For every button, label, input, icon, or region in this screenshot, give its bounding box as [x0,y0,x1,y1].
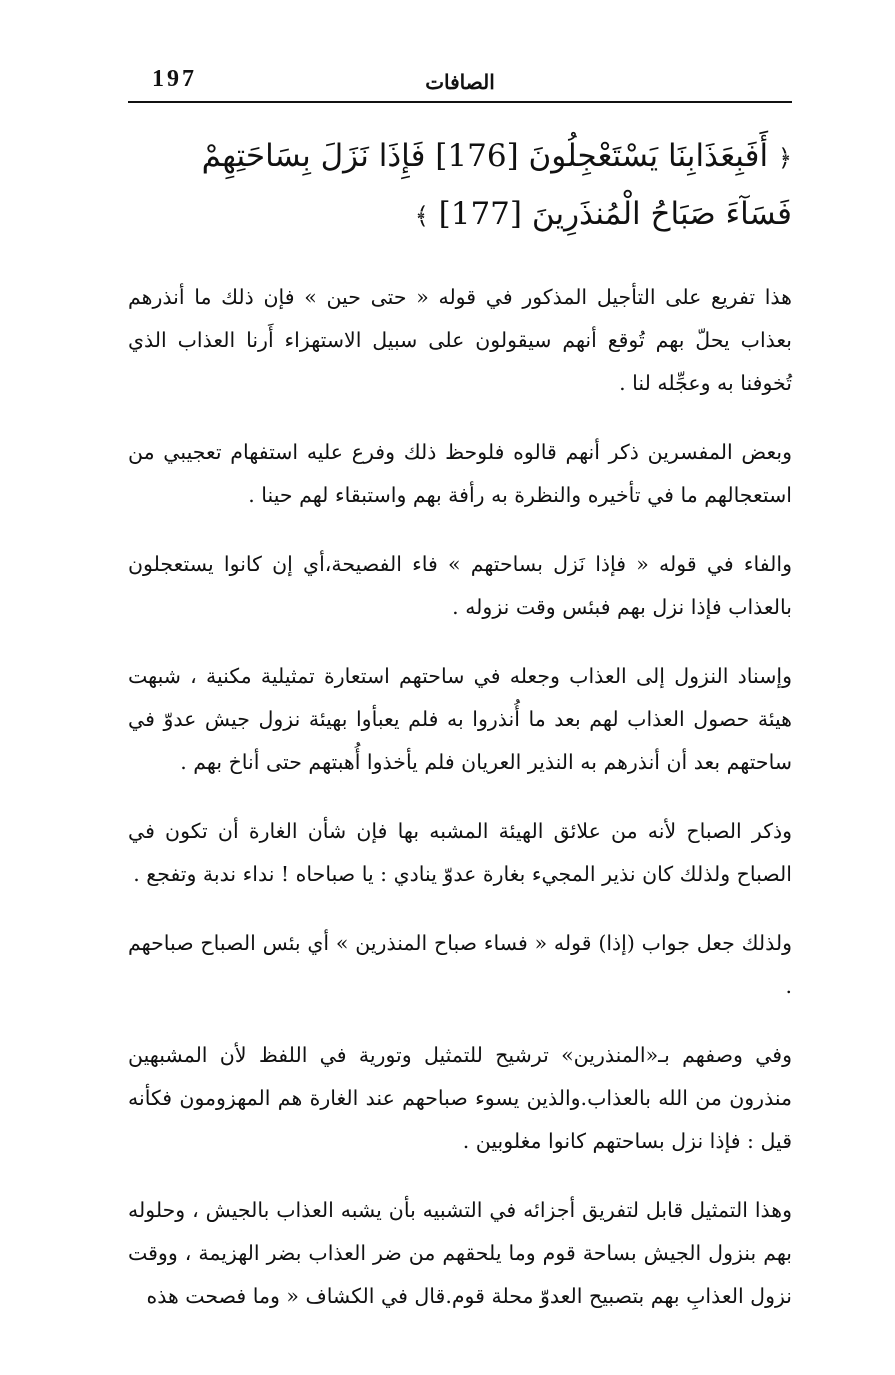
verse-ornament-open: ﴿ [777,144,792,172]
page-number: 197 [152,66,197,92]
page-header [128,62,792,102]
commentary-paragraph: وبعض المفسرين ذكر أنهم قالوه فلوحظ ذلك وفرع عليه استفهام تعجيبي من استعجالهم ما في تأخيره والنظرة به رأفة بهم واستبقاء لهم حينا . [128,440,792,507]
quran-verse [128,128,792,244]
header-divider [128,101,792,103]
page-body [128,128,792,1344]
commentary-paragraph: وفي وصفهم بـ«المنذرين» ترشيح للتمثيل وتورية في اللفظ لأن المشبهين منذرون من الله بالعذاب.والذين يسوء صباحهم عند الغارة هم المهزومون فكأنه قيل : فإذا نزل بساحتهم كانوا مغلوبين . [128,1043,792,1153]
commentary-paragraph: ولذلك جعل جواب (إذا) قوله « فساء صباح المنذرين » أي بئس الصباح صباحهم . [128,931,792,998]
verse-ornament-close: ﴾ [414,202,429,230]
commentary-paragraph: هذا تفريع على التأجيل المذكور في قوله « حتى حين » فإن ذلك ما أنذرهم بعذاب يحلّ بهم تُوقع أنهم سيقولون على سبيل الاستهزاء أَرنا العذاب الذي تُخوفنا به وعجِّله لنا . [128,285,792,395]
commentary-paragraph: وإسناد النزول إلى العذاب وجعله في ساحتهم استعارة تمثيلية مكنية ، شبهت هيئة حصول العذاب لهم بعد ما أُنذروا به فلم يعبأوا بهيئة نزول جيش عدوّ في ساحتهم بعد أن أنذرهم به النذير العريان فلم يأخذوا أُهبتهم حتى أناخ بهم . [128,664,792,774]
commentary-paragraph: وذكر الصباح لأنه من علائق الهيئة المشبه بها فإن شأن الغارة أن تكون في الصباح ولذلك كان نذير المجيء بغارة عدوّ ينادي : يا صباحاه ! نداء ندبة وتفجع . [128,819,792,886]
surah-title: الصافات [425,70,495,94]
commentary-paragraph: والفاء في قوله « فإذا نَزل بساحتهم » فاء الفصيحة،أي إن كانوا يستعجلون بالعذاب فإذا نزل بهم فبئس وقت نزوله . [128,552,792,619]
verse-text: أَفَبِعَذَابِنَا يَسْتَعْجِلُونَ [176] فَإِذَا نَزَلَ بِسَاحَتِهِمْ فَسَآءَ صَبَاحُ الْمُنذَرِينَ [177] [201,138,792,232]
commentary-paragraph: وهذا التمثيل قابل لتفريق أجزائه في التشبيه بأن يشبه العذاب بالجيش ، وحلوله بهم بنزول الجيش بساحة قوم وما يلحقهم من ضر العذاب بضر الهزيمة ، ووقت نزول العذابِ بهم بتصبيح العدوّ محلة قوم.قال في الكشاف « وما فصحت هذه [128,1198,792,1308]
